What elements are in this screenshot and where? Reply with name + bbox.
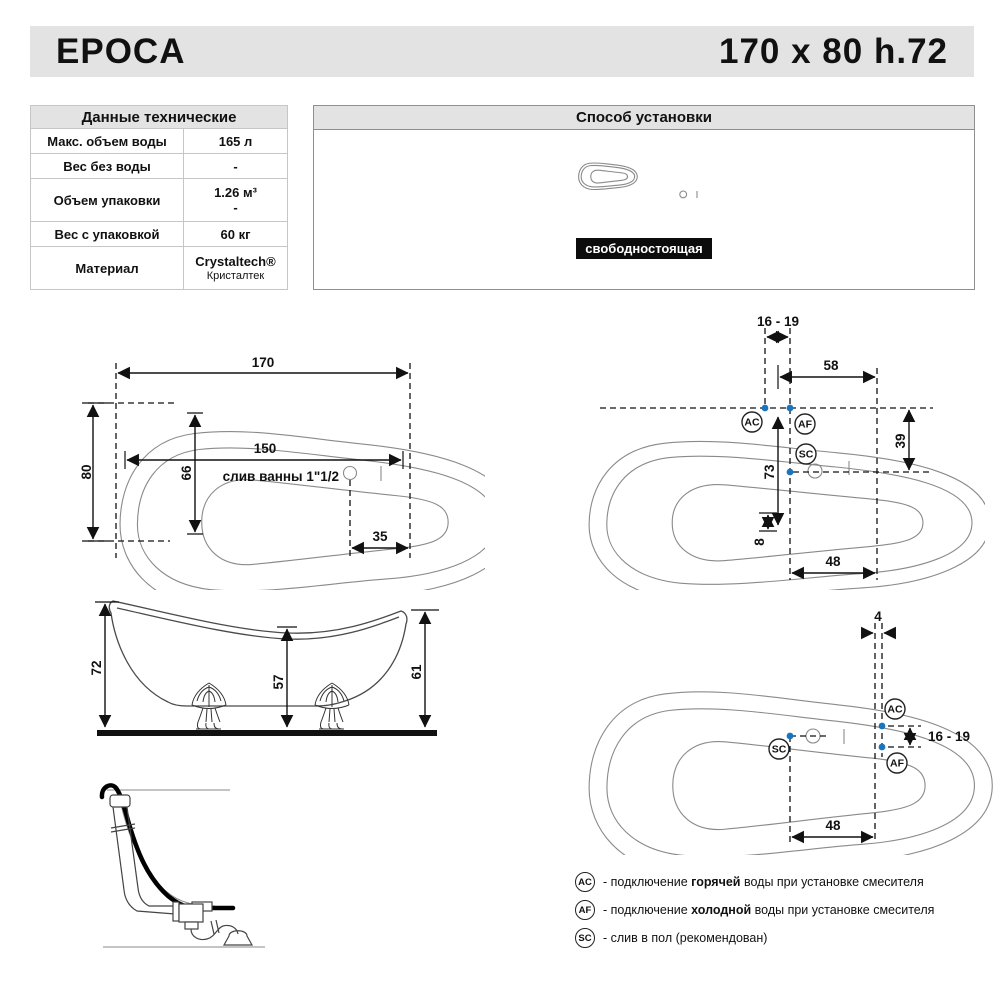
legend-item-floor-drain (575, 928, 934, 948)
row-value-sub: - (233, 200, 238, 215)
dim-48-label: 48 (825, 818, 841, 833)
cold-water-point-label: AF (798, 418, 812, 431)
table-row (31, 154, 288, 179)
legend-text: - слив в пол (рекомендован) (603, 931, 768, 945)
floor-drain-point-label: SC (798, 448, 814, 461)
row-value-sub: Кристалтек (206, 270, 265, 282)
row-value: 165 л (184, 129, 288, 154)
legend-item-hot-water: AC - подключение горячей воды при установке смесителя (575, 872, 934, 892)
installation-box-body (314, 130, 974, 290)
top-view-diagram (75, 340, 485, 590)
connection-dot (879, 744, 886, 751)
drain-installation-diagram (75, 775, 315, 990)
legend-text: воды при установке смесителя (740, 875, 924, 889)
row-label: Вес с упаковкой (31, 222, 184, 247)
dim-width-label: 80 (79, 464, 94, 480)
legend-text: - подключение (603, 903, 692, 917)
drain-tee (179, 904, 203, 922)
row-value: 60 кг (184, 222, 288, 247)
dim-inner-width-label: 66 (179, 465, 194, 481)
row-value (184, 179, 288, 222)
install-top-diagram (565, 310, 985, 590)
row-label: Материал (31, 247, 184, 290)
dim-faucet-span-label: 16 - 19 (756, 314, 800, 329)
table-title: Данные технические (31, 106, 288, 129)
legend-text: воды при установке смесителя (751, 903, 935, 917)
floor-drain-badge: SC (575, 928, 595, 948)
connection-dot (787, 733, 794, 740)
dim-4-label: 4 (874, 609, 882, 624)
table-row (31, 179, 288, 222)
legend (575, 872, 934, 956)
row-value-main: Crystaltech® (195, 254, 276, 269)
dim-inner-length-label: 150 (253, 441, 277, 456)
side-view-diagram (75, 595, 475, 745)
drain-size-label: слив ванны 1"1/2 (222, 469, 339, 484)
table-row (31, 247, 288, 290)
cold-water-badge: AF (575, 900, 595, 920)
hot-water-point-label: AC (887, 703, 903, 716)
dim-drain-offset-label: 35 (372, 529, 388, 544)
connection-dot (762, 405, 769, 412)
tech-data-table (30, 105, 288, 290)
floor-drain-point-label: SC (771, 743, 787, 756)
product-size: 170 x 80 h.72 (719, 31, 948, 71)
table-row (31, 129, 288, 154)
dim-right-height-label: 61 (409, 664, 424, 680)
connection-dot (879, 723, 886, 730)
row-value: - (184, 154, 288, 179)
connection-dot (787, 405, 794, 412)
table-row (31, 222, 288, 247)
header-bar (30, 26, 974, 77)
connection-dot (787, 469, 794, 476)
bathtub-top-view-mini (576, 160, 712, 230)
row-value (184, 247, 288, 290)
row-label: Объем упаковки (31, 179, 184, 222)
dim-length-label: 170 (251, 355, 275, 370)
dim-48-label: 48 (825, 554, 841, 569)
drain-hole (808, 464, 822, 478)
legend-text: - подключение (603, 875, 692, 889)
installation-box (313, 105, 975, 290)
floor-line (97, 730, 437, 736)
dim-8-label: 8 (752, 538, 767, 546)
row-label: Вес без воды (31, 154, 184, 179)
cold-water-point-label: AF (890, 757, 904, 770)
legend-item-cold-water: AF - подключение холодной воды при установке смесителя (575, 900, 934, 920)
installation-type-label: свободностоящая (576, 238, 711, 259)
row-value-main: 1.26 м³ (214, 185, 257, 200)
product-name: EPOCA (56, 31, 186, 71)
dim-total-height-label: 72 (89, 660, 104, 676)
drain-hole (344, 467, 357, 480)
install-bottom-diagram (565, 605, 995, 855)
dim-58-label: 58 (823, 358, 839, 373)
hot-water-point-label: AC (744, 416, 760, 429)
dim-mid-height-label: 57 (271, 674, 286, 690)
row-label: Макс. объем воды (31, 129, 184, 154)
installation-box-title: Способ установки (314, 106, 974, 130)
dim-73-label: 73 (762, 464, 777, 480)
hot-water-badge: AC (575, 872, 595, 892)
dim-faucet-span-label: 16 - 19 (928, 729, 971, 744)
dim-39-label: 39 (893, 433, 908, 449)
